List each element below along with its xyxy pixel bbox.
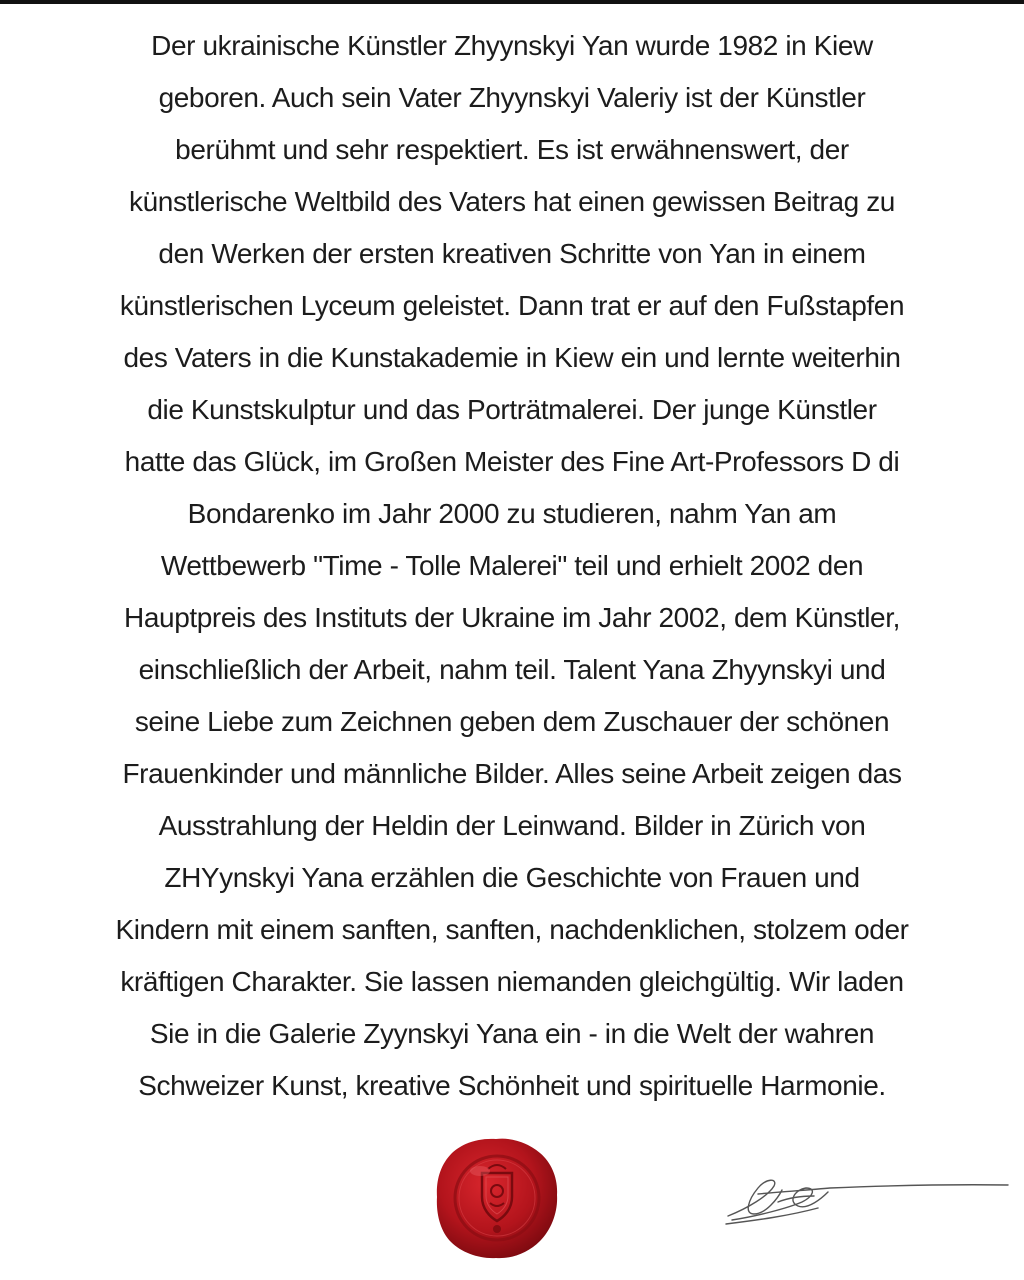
text-line: Bondarenko im Jahr 2000 zu studieren, nahm Yan am <box>187 498 837 529</box>
text-line: ZHYynskyi Yana erzählen die Geschichte von Frauen und <box>164 862 860 893</box>
text-line: Sie in die Galerie Zyynskyi Yana ein - in die Welt der wahren <box>149 1018 875 1049</box>
text-line: die Kunstskulptur und das Porträtmalerei. Der junge Künstler <box>147 394 877 425</box>
document-body <box>40 20 984 1112</box>
text-line: einschließlich der Arbeit, nahm teil. Talent Yana Zhyynskyi und <box>138 654 886 685</box>
text-line: künstlerische Weltbild des Vaters hat einen gewissen Beitrag zu <box>129 186 895 217</box>
text-line: seine Liebe zum Zeichnen geben dem Zuschauer der schönen <box>134 706 890 737</box>
text-line: den Werken der ersten kreativen Schritte von Yan in einem <box>158 238 866 269</box>
signature-icon <box>718 1158 1014 1238</box>
text-line: berühmt und sehr respektiert. Es ist erwähnenswert, der <box>175 134 849 165</box>
text-line: Frauenkinder und männliche Bilder. Alles seine Arbeit zeigen das <box>122 758 902 789</box>
text-line: kräftigen Charakter. Sie lassen niemanden gleichgültig. Wir laden <box>120 966 904 997</box>
text-line: hatte das Glück, im Großen Meister des Fine Art-Professors D di <box>124 446 900 477</box>
wax-seal-icon <box>432 1133 562 1263</box>
text-line: des Vaters in die Kunstakademie in Kiew ein und lernte weiterhin <box>123 342 901 373</box>
text-line: Wettbewerb "Time - Tolle Malerei" teil und erhielt 2002 den <box>160 550 864 581</box>
text-line: Hauptpreis des Instituts der Ukraine im Jahr 2002, dem Künstler, <box>124 602 900 633</box>
top-edge-bar <box>0 0 1024 4</box>
text-line: Kindern mit einem sanften, sanften, nachdenklichen, stolzem oder <box>115 914 909 945</box>
text-line: geboren. Auch sein Vater Zhyynskyi Valeriy ist der Künstler <box>158 82 866 113</box>
text-line: Schweizer Kunst, kreative Schönheit und spirituelle Harmonie. <box>138 1070 886 1101</box>
text-line: Der ukrainische Künstler Zhyynskyi Yan wurde 1982 in Kiew <box>151 30 873 61</box>
text-line: künstlerischen Lyceum geleistet. Dann trat er auf den Fußstapfen <box>119 290 905 321</box>
text-line: Ausstrahlung der Heldin der Leinwand. Bilder in Zürich von <box>158 810 866 841</box>
